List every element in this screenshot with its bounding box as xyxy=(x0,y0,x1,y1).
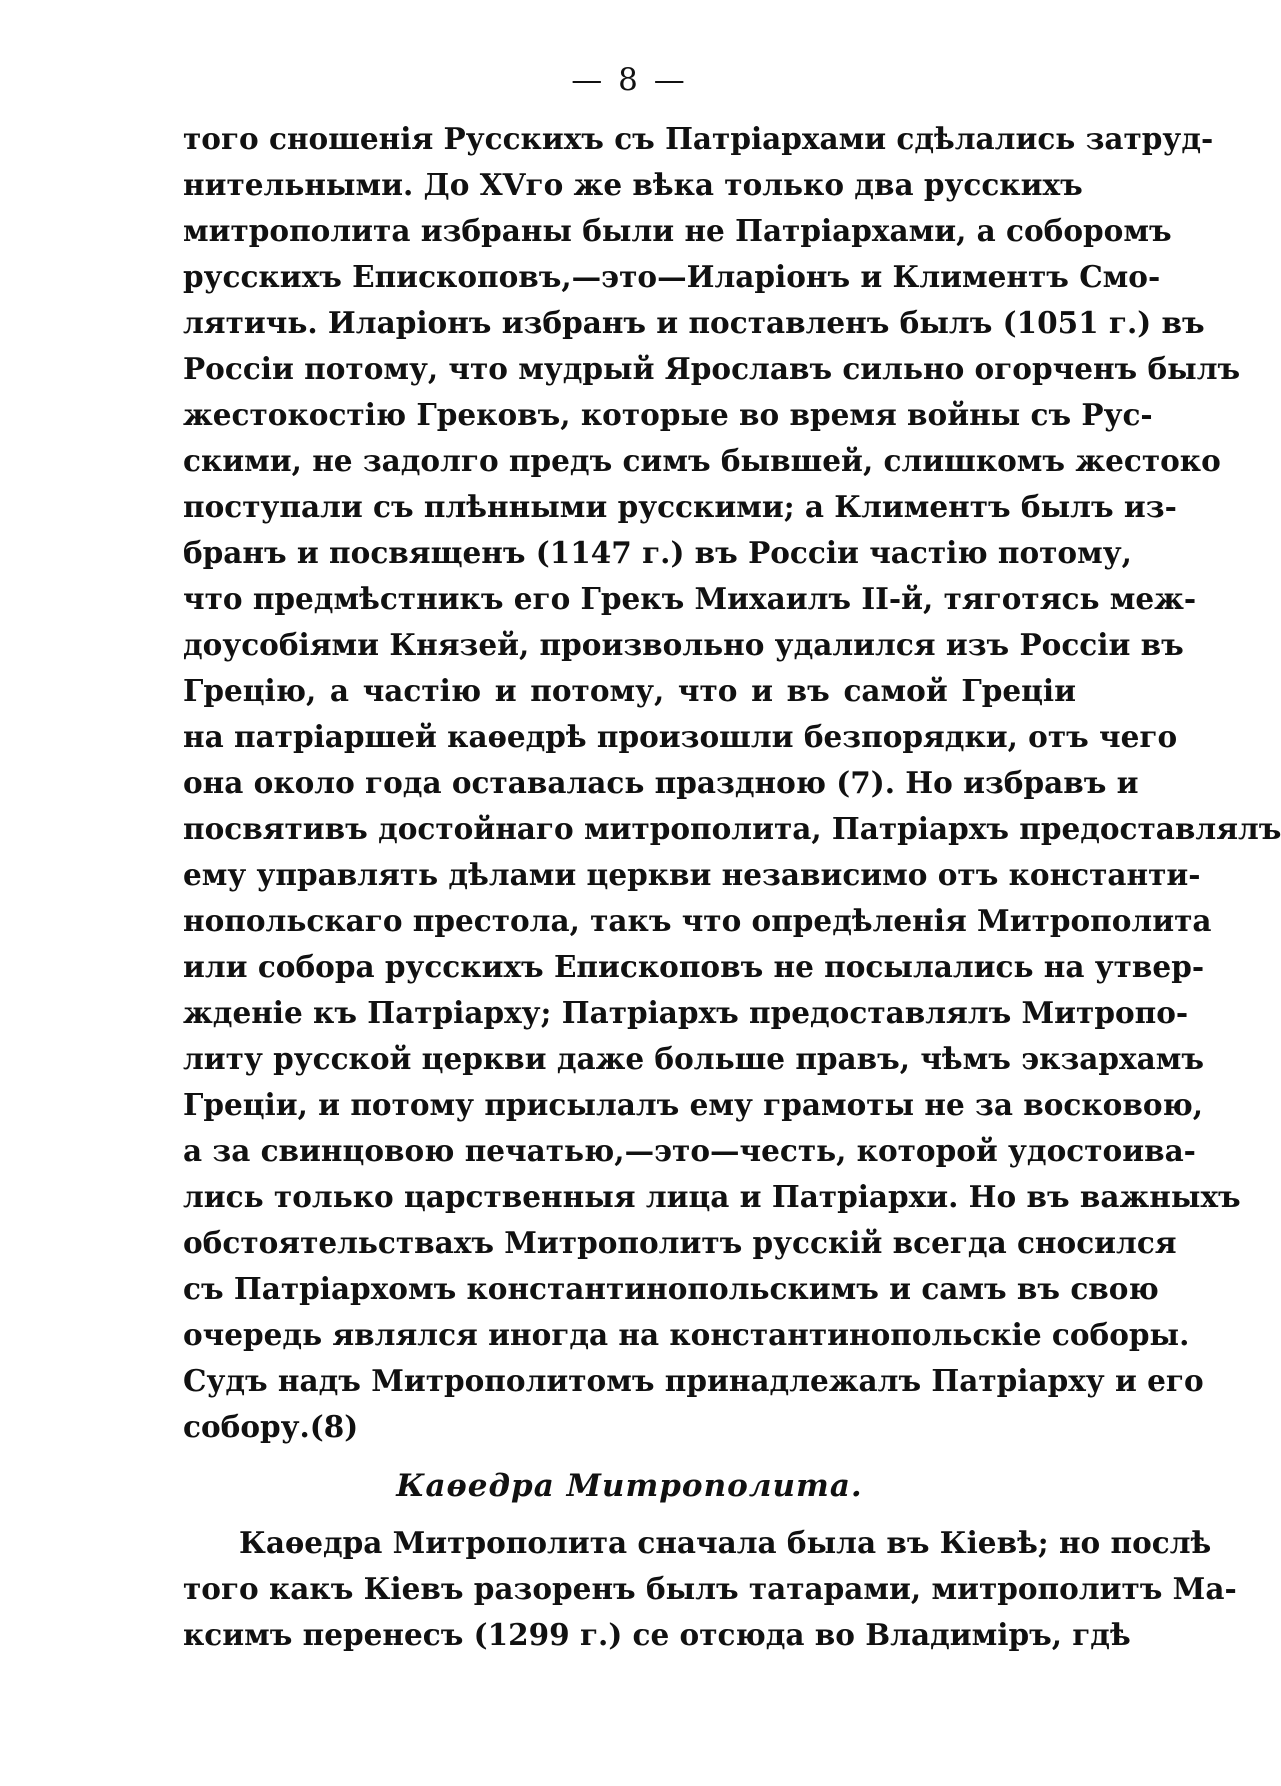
text-line: скими, не задолго предъ симъ бывшей, слишкомъ жестоко xyxy=(183,443,1221,478)
text-line: Каѳедра Митрополита сначала была въ Кіевѣ; но послѣ xyxy=(239,1525,1212,1560)
text-line: Греціи, и потому присылалъ ему грамоты не за восковою, xyxy=(183,1087,1204,1122)
text-line: нительными. До XVго же вѣка только два русскихъ xyxy=(183,167,1083,202)
paragraph-1 xyxy=(183,116,1281,1450)
text-line: она около года оставалась праздною (7). Но избравъ и xyxy=(183,765,1139,800)
section-heading: Каѳедра Митрополита. xyxy=(396,1468,863,1504)
text-line: Россіи потому, что мудрый Ярославъ сильно огорченъ былъ xyxy=(183,351,1241,386)
text-line: того какъ Кіевъ разоренъ былъ татарами, митрополитъ Ма- xyxy=(183,1571,1237,1606)
text-line: доусобіями Князей, произвольно удалился изъ Россіи въ xyxy=(183,627,1184,662)
text-line: нопольскаго престола, такъ что опредѣленія Митрополита xyxy=(183,903,1212,938)
text-line: жестокостію Грековъ, которые во время войны съ Рус- xyxy=(183,397,1153,432)
text-line: Судъ надъ Митрополитомъ принадлежалъ Патріарху и его xyxy=(183,1363,1204,1398)
text-line: ему управлять дѣлами церкви независимо отъ константи- xyxy=(183,857,1201,892)
page-number: — 8 — xyxy=(571,62,688,98)
text-line: съ Патріархомъ константинопольскимъ и самъ въ свою xyxy=(183,1271,1159,1306)
text-line: очередь являлся иногда на константинопольскіе соборы. xyxy=(183,1317,1190,1352)
paragraph-2 xyxy=(183,1520,1237,1658)
text-line: поступали съ плѣнными русскими; а Климентъ былъ из- xyxy=(183,489,1177,524)
text-line: русскихъ Епископовъ,—это—Иларіонъ и Климентъ Смо- xyxy=(183,259,1161,294)
text-line: посвятивъ достойнаго митрополита, Патріархъ предоставлялъ xyxy=(183,811,1281,846)
text-line: Грецію, а частію и потому, что и въ самой Греціи xyxy=(183,673,1076,708)
text-line: литу русской церкви даже больше правъ, чѣмъ экзархамъ xyxy=(183,1041,1204,1076)
text-line: бранъ и посвященъ (1147 г.) въ Россіи частію потому, xyxy=(183,535,1132,570)
text-line: митрополита избраны были не Патріархами, а соборомъ xyxy=(183,213,1172,248)
text-line: лятичь. Иларіонъ избранъ и поставленъ былъ (1051 г.) въ xyxy=(183,305,1205,340)
text-line: что предмѣстникъ его Грекъ Михаилъ II-й, тяготясь меж- xyxy=(183,581,1197,616)
text-line: а за свинцовою печатью,—это—честь, которой удостоива- xyxy=(183,1133,1196,1168)
text-line: лись только царственныя лица и Патріархи. Но въ важныхъ xyxy=(183,1179,1241,1214)
text-line: собору.(8) xyxy=(183,1409,359,1444)
text-line: на патріаршей каѳедрѣ произошли безпорядки, отъ чего xyxy=(183,719,1178,754)
text-line: или собора русскихъ Епископовъ не посылались на утвер- xyxy=(183,949,1205,984)
text-line: того сношенія Русскихъ съ Патріархами сдѣлались затруд- xyxy=(183,121,1214,156)
text-line: обстоятельствахъ Митрополитъ русскій всегда сносился xyxy=(183,1225,1177,1260)
text-line: ксимъ перенесъ (1299 г.) се отсюда во Владиміръ, гдѣ xyxy=(183,1617,1131,1652)
text-line: жденіе къ Патріарху; Патріархъ предоставлялъ Митропо- xyxy=(183,995,1189,1030)
